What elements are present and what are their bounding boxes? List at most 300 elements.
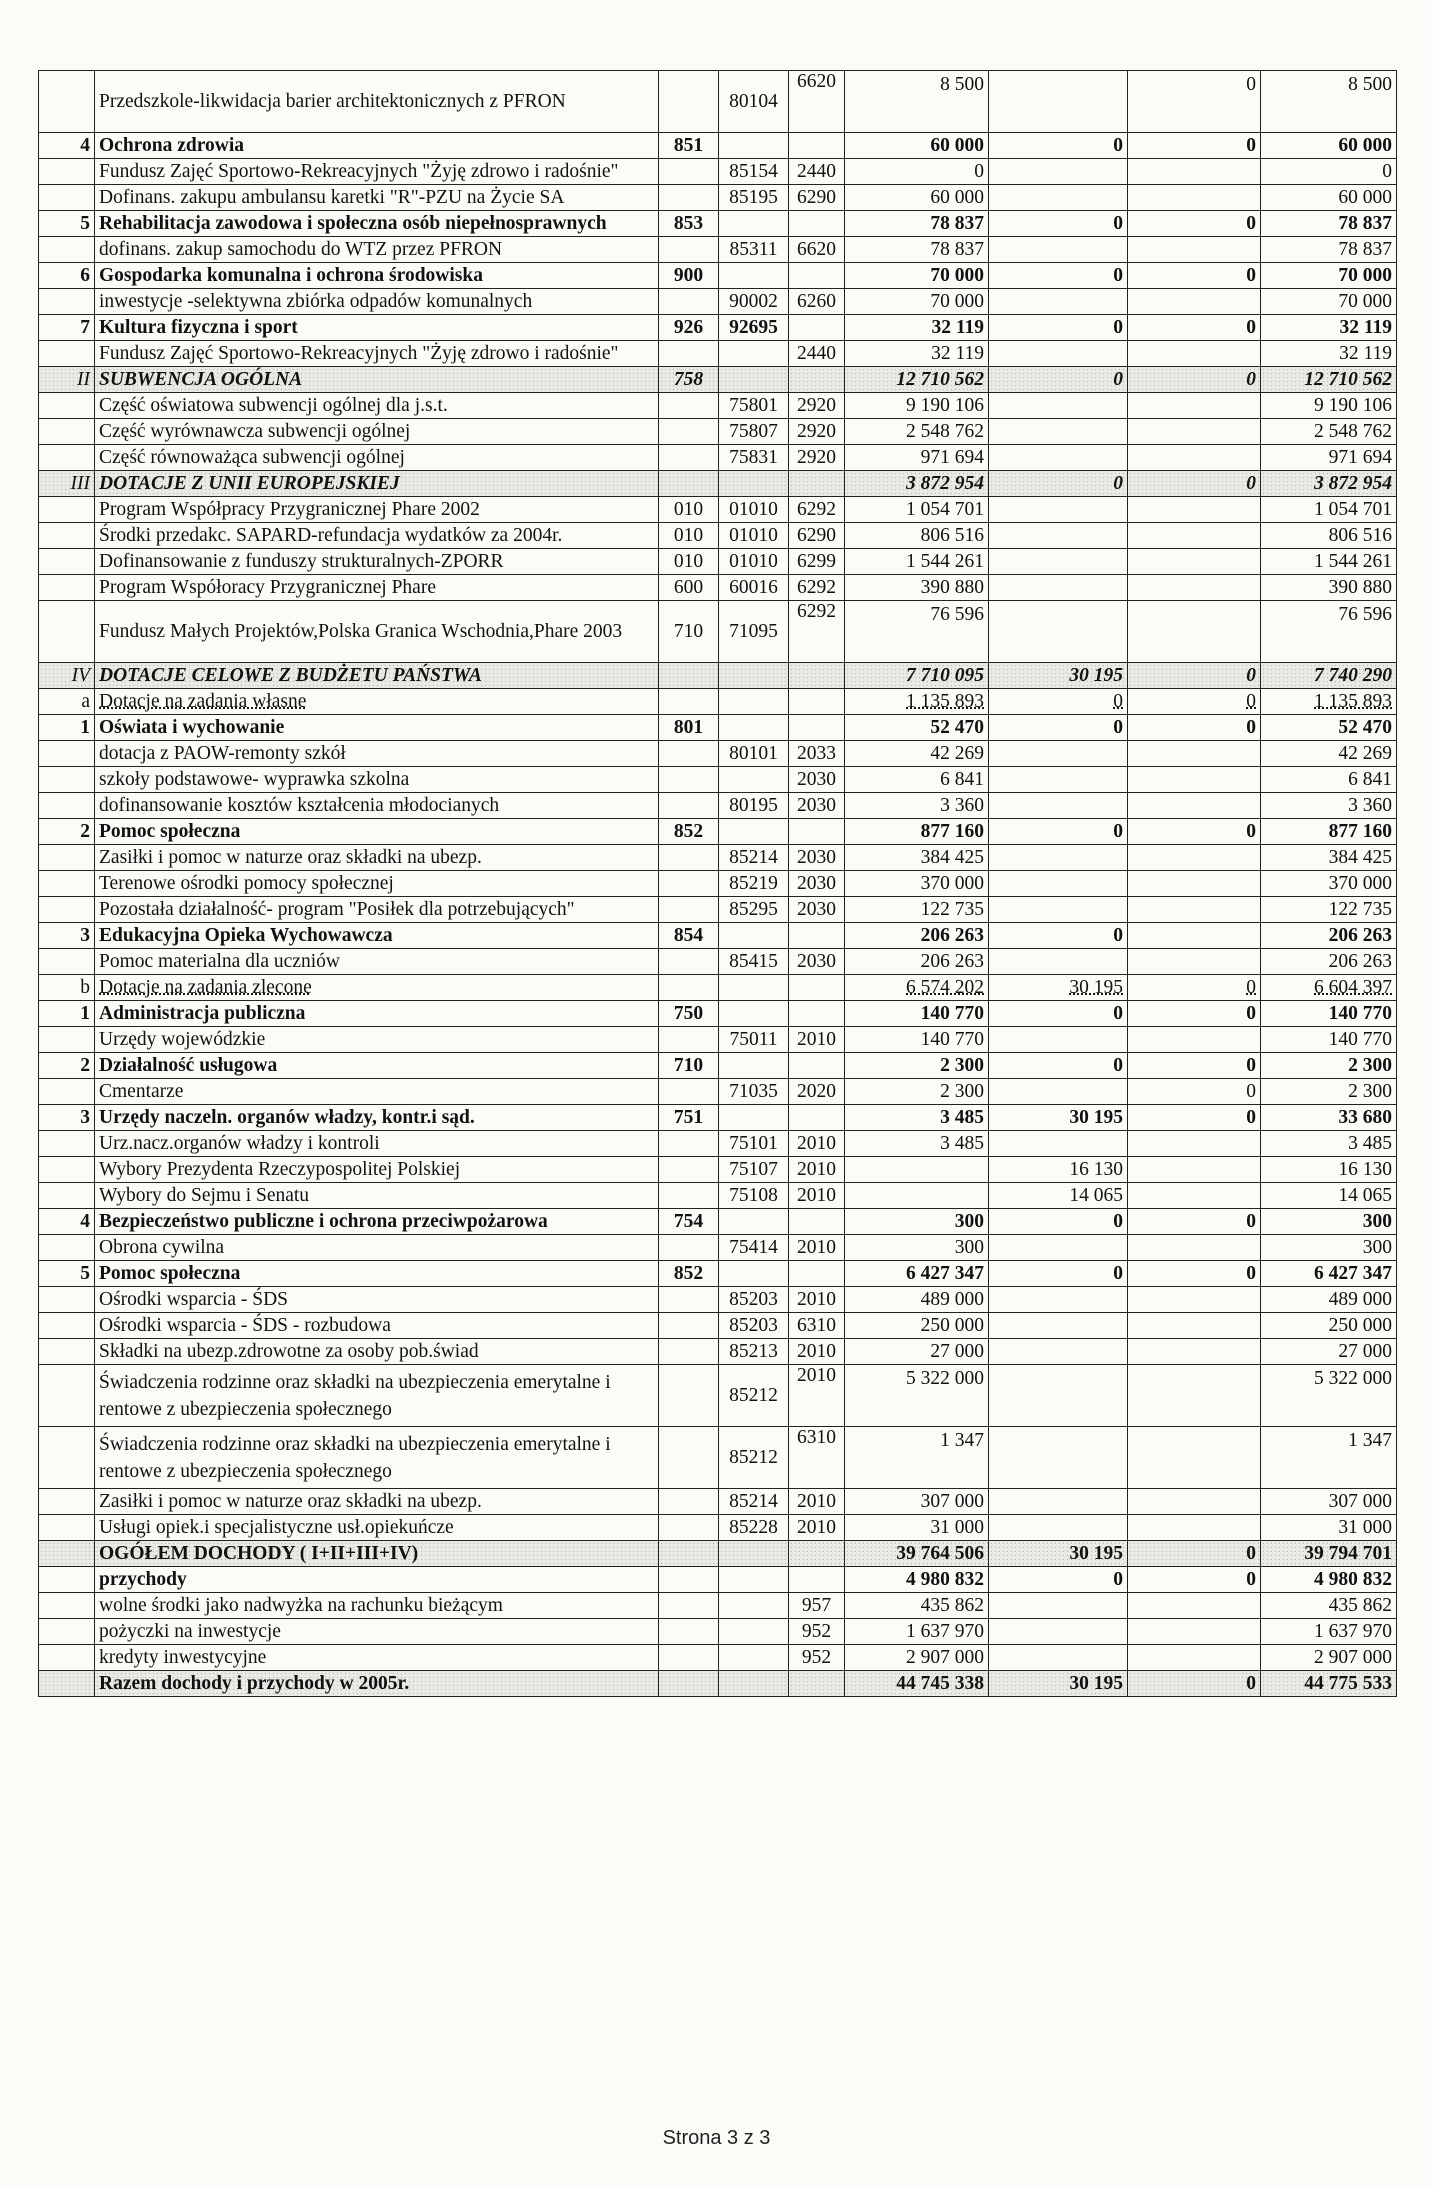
table-row xyxy=(39,1287,1397,1313)
amount-change-increase: 0 xyxy=(989,471,1128,497)
table-row xyxy=(39,211,1397,237)
amount-change-decrease: 0 xyxy=(1128,1053,1261,1079)
paragraph-code xyxy=(789,1105,845,1131)
table-row xyxy=(39,897,1397,923)
item-name: Pozostała działalność- program "Posiłek dla potrzebujących" xyxy=(95,897,659,923)
amount-change-increase: 0 xyxy=(989,1261,1128,1287)
row-number: b xyxy=(39,975,95,1001)
amount-change-increase: 0 xyxy=(989,689,1128,715)
item-name: Fundusz Zajęć Sportowo-Rekreacyjnych "Żyję zdrowo i radośnie" xyxy=(95,341,659,367)
amount-after-change: 0 xyxy=(1261,159,1397,185)
chapter-code: 01010 xyxy=(719,497,789,523)
table-row xyxy=(39,1235,1397,1261)
amount-change-decrease xyxy=(1128,949,1261,975)
amount-change-decrease xyxy=(1128,1645,1261,1671)
amount-plan: 390 880 xyxy=(845,575,989,601)
amount-after-change: 6 427 347 xyxy=(1261,1261,1397,1287)
section-code xyxy=(659,741,719,767)
table-row xyxy=(39,497,1397,523)
budget-income-table xyxy=(38,70,1397,1697)
amount-after-change: 206 263 xyxy=(1261,923,1397,949)
amount-after-change: 300 xyxy=(1261,1235,1397,1261)
section-code: 758 xyxy=(659,367,719,393)
section-code: 010 xyxy=(659,497,719,523)
row-number xyxy=(39,897,95,923)
table-row xyxy=(39,1209,1397,1235)
section-code: 710 xyxy=(659,601,719,663)
chapter-code xyxy=(719,133,789,159)
chapter-code: 85219 xyxy=(719,871,789,897)
row-number xyxy=(39,793,95,819)
item-name: pożyczki na inwestycje xyxy=(95,1619,659,1645)
table-row xyxy=(39,471,1397,497)
amount-after-change: 60 000 xyxy=(1261,133,1397,159)
amount-change-decrease xyxy=(1128,767,1261,793)
item-name: Dofinans. zakupu ambulansu karetki "R"-PZU na Życie SA xyxy=(95,185,659,211)
section-code: 710 xyxy=(659,1053,719,1079)
amount-change-decrease xyxy=(1128,185,1261,211)
amount-change-decrease: 0 xyxy=(1128,1261,1261,1287)
amount-after-change: 250 000 xyxy=(1261,1313,1397,1339)
row-number xyxy=(39,1079,95,1105)
paragraph-code: 2010 xyxy=(789,1287,845,1313)
amount-plan: 8 500 xyxy=(845,71,989,133)
table-row xyxy=(39,445,1397,471)
amount-plan: 140 770 xyxy=(845,1001,989,1027)
section-code xyxy=(659,767,719,793)
table-row xyxy=(39,793,1397,819)
section-code xyxy=(659,1027,719,1053)
amount-plan xyxy=(845,1183,989,1209)
item-name: Bezpieczeństwo publiczne i ochrona przeciwpożarowa xyxy=(95,1209,659,1235)
amount-plan: 76 596 xyxy=(845,601,989,663)
row-number xyxy=(39,1541,95,1567)
section-code xyxy=(659,1287,719,1313)
section-code xyxy=(659,1427,719,1489)
amount-change-decrease: 0 xyxy=(1128,1671,1261,1697)
amount-plan: 806 516 xyxy=(845,523,989,549)
paragraph-code: 6290 xyxy=(789,185,845,211)
table-row xyxy=(39,1671,1397,1697)
paragraph-code: 2010 xyxy=(789,1131,845,1157)
section-code: 926 xyxy=(659,315,719,341)
amount-change-decrease xyxy=(1128,1365,1261,1427)
amount-after-change: 390 880 xyxy=(1261,575,1397,601)
chapter-code: 80195 xyxy=(719,793,789,819)
table-row xyxy=(39,419,1397,445)
paragraph-code: 2920 xyxy=(789,393,845,419)
amount-change-increase xyxy=(989,237,1128,263)
item-name: kredyty inwestycyjne xyxy=(95,1645,659,1671)
section-code xyxy=(659,949,719,975)
paragraph-code xyxy=(789,1567,845,1593)
paragraph-code: 2920 xyxy=(789,445,845,471)
amount-change-decrease xyxy=(1128,289,1261,315)
chapter-code: 75831 xyxy=(719,445,789,471)
chapter-code xyxy=(719,1261,789,1287)
row-number: 2 xyxy=(39,819,95,845)
amount-after-change: 307 000 xyxy=(1261,1489,1397,1515)
table-row xyxy=(39,1427,1397,1489)
amount-plan: 140 770 xyxy=(845,1027,989,1053)
table-row xyxy=(39,601,1397,663)
amount-plan: 44 745 338 xyxy=(845,1671,989,1697)
amount-plan: 971 694 xyxy=(845,445,989,471)
section-code xyxy=(659,1365,719,1427)
item-name: Urzędy wojewódzkie xyxy=(95,1027,659,1053)
table-row xyxy=(39,1313,1397,1339)
section-code xyxy=(659,1235,719,1261)
paragraph-code xyxy=(789,211,845,237)
amount-change-increase xyxy=(989,159,1128,185)
table-row xyxy=(39,1183,1397,1209)
table-row xyxy=(39,923,1397,949)
table-row xyxy=(39,845,1397,871)
amount-change-decrease: 0 xyxy=(1128,315,1261,341)
amount-change-increase xyxy=(989,1427,1128,1489)
amount-change-increase xyxy=(989,419,1128,445)
paragraph-code: 6310 xyxy=(789,1427,845,1489)
amount-change-increase xyxy=(989,1313,1128,1339)
chapter-code: 85295 xyxy=(719,897,789,923)
amount-change-decrease xyxy=(1128,793,1261,819)
row-number: 5 xyxy=(39,1261,95,1287)
item-name: Pomoc społeczna xyxy=(95,1261,659,1287)
amount-change-decrease xyxy=(1128,871,1261,897)
amount-after-change: 3 872 954 xyxy=(1261,471,1397,497)
paragraph-code: 2030 xyxy=(789,897,845,923)
row-number xyxy=(39,185,95,211)
section-code xyxy=(659,871,719,897)
amount-after-change: 1 544 261 xyxy=(1261,549,1397,575)
amount-change-decrease xyxy=(1128,341,1261,367)
amount-after-change: 2 300 xyxy=(1261,1079,1397,1105)
section-code xyxy=(659,445,719,471)
row-number xyxy=(39,1567,95,1593)
amount-change-increase xyxy=(989,1079,1128,1105)
amount-after-change: 300 xyxy=(1261,1209,1397,1235)
chapter-code: 71035 xyxy=(719,1079,789,1105)
amount-plan: 39 764 506 xyxy=(845,1541,989,1567)
chapter-code xyxy=(719,1671,789,1697)
chapter-code xyxy=(719,341,789,367)
row-number: III xyxy=(39,471,95,497)
amount-change-increase xyxy=(989,1131,1128,1157)
amount-change-increase: 14 065 xyxy=(989,1183,1128,1209)
row-number: 4 xyxy=(39,1209,95,1235)
amount-plan: 6 841 xyxy=(845,767,989,793)
paragraph-code: 2033 xyxy=(789,741,845,767)
row-number xyxy=(39,289,95,315)
amount-change-increase: 0 xyxy=(989,367,1128,393)
table-row xyxy=(39,159,1397,185)
amount-change-increase xyxy=(989,1287,1128,1313)
item-name: Pomoc materialna dla uczniów xyxy=(95,949,659,975)
amount-plan: 2 907 000 xyxy=(845,1645,989,1671)
amount-change-increase xyxy=(989,289,1128,315)
table-row xyxy=(39,663,1397,689)
amount-change-decrease xyxy=(1128,575,1261,601)
paragraph-code: 2020 xyxy=(789,1079,845,1105)
amount-change-decrease xyxy=(1128,897,1261,923)
paragraph-code: 952 xyxy=(789,1619,845,1645)
paragraph-code: 957 xyxy=(789,1593,845,1619)
paragraph-code xyxy=(789,1261,845,1287)
item-name: Oświata i wychowanie xyxy=(95,715,659,741)
row-number xyxy=(39,1515,95,1541)
section-code xyxy=(659,1593,719,1619)
paragraph-code xyxy=(789,975,845,1001)
amount-plan: 1 544 261 xyxy=(845,549,989,575)
amount-plan: 42 269 xyxy=(845,741,989,767)
item-name: przychody xyxy=(95,1567,659,1593)
row-number xyxy=(39,1671,95,1697)
amount-plan: 1 347 xyxy=(845,1427,989,1489)
amount-after-change: 70 000 xyxy=(1261,263,1397,289)
paragraph-code: 952 xyxy=(789,1645,845,1671)
row-number: 3 xyxy=(39,923,95,949)
table-row xyxy=(39,237,1397,263)
paragraph-code: 2030 xyxy=(789,845,845,871)
section-code: 854 xyxy=(659,923,719,949)
row-number xyxy=(39,1489,95,1515)
amount-change-increase: 0 xyxy=(989,1001,1128,1027)
amount-change-increase: 0 xyxy=(989,1209,1128,1235)
amount-change-decrease xyxy=(1128,497,1261,523)
item-name: Dofinansowanie z funduszy strukturalnych-ZPORR xyxy=(95,549,659,575)
amount-after-change: 206 263 xyxy=(1261,949,1397,975)
amount-change-decrease: 0 xyxy=(1128,471,1261,497)
chapter-code: 85203 xyxy=(719,1287,789,1313)
amount-after-change: 1 347 xyxy=(1261,1427,1397,1489)
item-name: Świadczenia rodzinne oraz składki na ubezpieczenia emerytalne i rentowe z ubezpieczenia społecznego xyxy=(95,1365,659,1427)
table-row xyxy=(39,575,1397,601)
table-row xyxy=(39,1515,1397,1541)
item-name: Część wyrównawcza subwencji ogólnej xyxy=(95,419,659,445)
table-row xyxy=(39,185,1397,211)
table-row xyxy=(39,263,1397,289)
row-number xyxy=(39,1131,95,1157)
row-number xyxy=(39,1157,95,1183)
table-row xyxy=(39,1079,1397,1105)
section-code xyxy=(659,689,719,715)
section-code: 851 xyxy=(659,133,719,159)
table-row xyxy=(39,1593,1397,1619)
amount-after-change: 4 980 832 xyxy=(1261,1567,1397,1593)
chapter-code xyxy=(719,1053,789,1079)
amount-change-increase xyxy=(989,1235,1128,1261)
row-number xyxy=(39,1313,95,1339)
paragraph-code xyxy=(789,133,845,159)
table-row xyxy=(39,1261,1397,1287)
amount-change-decrease xyxy=(1128,741,1261,767)
paragraph-code xyxy=(789,471,845,497)
chapter-code: 85214 xyxy=(719,845,789,871)
page-number: Strona 3 z 3 xyxy=(662,2127,771,2149)
amount-after-change: 3 485 xyxy=(1261,1131,1397,1157)
table-row xyxy=(39,1541,1397,1567)
table-row xyxy=(39,689,1397,715)
amount-change-decrease: 0 xyxy=(1128,71,1261,133)
row-number: 6 xyxy=(39,263,95,289)
section-code: 750 xyxy=(659,1001,719,1027)
amount-after-change: 384 425 xyxy=(1261,845,1397,871)
section-code xyxy=(659,1567,719,1593)
amount-after-change: 12 710 562 xyxy=(1261,367,1397,393)
amount-after-change: 1 054 701 xyxy=(1261,497,1397,523)
amount-after-change: 32 119 xyxy=(1261,341,1397,367)
chapter-code: 01010 xyxy=(719,523,789,549)
amount-after-change: 8 500 xyxy=(1261,71,1397,133)
amount-after-change: 33 680 xyxy=(1261,1105,1397,1131)
row-number xyxy=(39,1235,95,1261)
item-name: Część równoważąca subwencji ogólnej xyxy=(95,445,659,471)
row-number xyxy=(39,1183,95,1209)
item-name: Ośrodki wsparcia - ŚDS - rozbudowa xyxy=(95,1313,659,1339)
paragraph-code: 2030 xyxy=(789,949,845,975)
amount-change-decrease xyxy=(1128,1515,1261,1541)
item-name: DOTACJE CELOWE Z BUDŻETU PAŃSTWA xyxy=(95,663,659,689)
amount-change-increase xyxy=(989,793,1128,819)
chapter-code xyxy=(719,1541,789,1567)
paragraph-code: 2010 xyxy=(789,1339,845,1365)
amount-plan: 2 300 xyxy=(845,1079,989,1105)
amount-after-change: 140 770 xyxy=(1261,1001,1397,1027)
amount-plan: 4 980 832 xyxy=(845,1567,989,1593)
paragraph-code: 6299 xyxy=(789,549,845,575)
row-number xyxy=(39,159,95,185)
item-name: Część oświatowa subwencji ogólnej dla j.s.t. xyxy=(95,393,659,419)
amount-plan: 300 xyxy=(845,1209,989,1235)
amount-change-decrease xyxy=(1128,1235,1261,1261)
paragraph-code: 6620 xyxy=(789,71,845,133)
table-row xyxy=(39,315,1397,341)
section-code xyxy=(659,1515,719,1541)
amount-change-decrease: 0 xyxy=(1128,689,1261,715)
row-number xyxy=(39,871,95,897)
table-row xyxy=(39,819,1397,845)
amount-change-decrease: 0 xyxy=(1128,211,1261,237)
amount-plan: 206 263 xyxy=(845,923,989,949)
chapter-code xyxy=(719,1001,789,1027)
paragraph-code: 6310 xyxy=(789,1313,845,1339)
amount-plan: 9 190 106 xyxy=(845,393,989,419)
item-name: Dotacje na zadania własne xyxy=(95,689,659,715)
chapter-code: 01010 xyxy=(719,549,789,575)
chapter-code: 71095 xyxy=(719,601,789,663)
amount-change-decrease xyxy=(1128,1287,1261,1313)
paragraph-code: 2010 xyxy=(789,1365,845,1427)
row-number xyxy=(39,497,95,523)
item-name: OGÓŁEM DOCHODY ( I+II+III+IV) xyxy=(95,1541,659,1567)
section-code xyxy=(659,289,719,315)
amount-after-change: 76 596 xyxy=(1261,601,1397,663)
paragraph-code: 2010 xyxy=(789,1235,845,1261)
amount-change-decrease: 0 xyxy=(1128,1079,1261,1105)
table-row xyxy=(39,133,1397,159)
section-code: 010 xyxy=(659,549,719,575)
amount-change-increase xyxy=(989,71,1128,133)
section-code xyxy=(659,159,719,185)
amount-plan: 32 119 xyxy=(845,315,989,341)
row-number xyxy=(39,419,95,445)
amount-change-increase xyxy=(989,445,1128,471)
row-number xyxy=(39,1427,95,1489)
amount-change-decrease xyxy=(1128,923,1261,949)
paragraph-code xyxy=(789,819,845,845)
paragraph-code: 2030 xyxy=(789,767,845,793)
item-name: Zasiłki i pomoc w naturze oraz składki na ubezp. xyxy=(95,1489,659,1515)
row-number xyxy=(39,741,95,767)
item-name: dofinans. zakup samochodu do WTZ przez PFRON xyxy=(95,237,659,263)
amount-change-increase xyxy=(989,897,1128,923)
amount-after-change: 2 300 xyxy=(1261,1053,1397,1079)
amount-change-increase: 30 195 xyxy=(989,1671,1128,1697)
amount-change-increase: 30 195 xyxy=(989,975,1128,1001)
chapter-code: 80104 xyxy=(719,71,789,133)
row-number xyxy=(39,1027,95,1053)
item-name: Fundusz Małych Projektów,Polska Granica Wschodnia,Phare 2003 xyxy=(95,601,659,663)
amount-change-decrease xyxy=(1128,445,1261,471)
chapter-code xyxy=(719,263,789,289)
chapter-code xyxy=(719,715,789,741)
amount-after-change: 78 837 xyxy=(1261,211,1397,237)
section-code xyxy=(659,663,719,689)
item-name: Środki przedakc. SAPARD-refundacja wydatków za 2004r. xyxy=(95,523,659,549)
amount-change-decrease: 0 xyxy=(1128,715,1261,741)
item-name: Urzędy naczeln. organów władzy, kontr.i sąd. xyxy=(95,1105,659,1131)
amount-change-increase: 30 195 xyxy=(989,1105,1128,1131)
amount-change-increase xyxy=(989,1027,1128,1053)
chapter-code xyxy=(719,1567,789,1593)
chapter-code xyxy=(719,1645,789,1671)
amount-change-increase xyxy=(989,1339,1128,1365)
amount-change-increase xyxy=(989,497,1128,523)
row-number xyxy=(39,237,95,263)
paragraph-code xyxy=(789,715,845,741)
chapter-code: 85154 xyxy=(719,159,789,185)
chapter-code: 80101 xyxy=(719,741,789,767)
row-number xyxy=(39,523,95,549)
amount-change-increase: 30 195 xyxy=(989,663,1128,689)
amount-plan: 52 470 xyxy=(845,715,989,741)
item-name: Cmentarze xyxy=(95,1079,659,1105)
row-number xyxy=(39,71,95,133)
amount-change-decrease: 0 xyxy=(1128,133,1261,159)
amount-plan: 31 000 xyxy=(845,1515,989,1541)
amount-change-increase xyxy=(989,949,1128,975)
amount-change-decrease xyxy=(1128,1027,1261,1053)
section-code xyxy=(659,975,719,1001)
table-row xyxy=(39,1339,1397,1365)
item-name: Składki na ubezp.zdrowotne za osoby pob.świad xyxy=(95,1339,659,1365)
amount-change-decrease: 0 xyxy=(1128,1105,1261,1131)
amount-change-increase: 0 xyxy=(989,133,1128,159)
amount-change-decrease: 0 xyxy=(1128,263,1261,289)
chapter-code xyxy=(719,923,789,949)
row-number: a xyxy=(39,689,95,715)
chapter-code: 75101 xyxy=(719,1131,789,1157)
amount-change-increase: 0 xyxy=(989,819,1128,845)
table-row xyxy=(39,1489,1397,1515)
item-name: SUBWENCJA OGÓLNA xyxy=(95,367,659,393)
chapter-code: 85415 xyxy=(719,949,789,975)
item-name: Fundusz Zajęć Sportowo-Rekreacyjnych "Żyję zdrowo i radośnie" xyxy=(95,159,659,185)
amount-after-change: 2 548 762 xyxy=(1261,419,1397,445)
amount-plan: 122 735 xyxy=(845,897,989,923)
chapter-code: 85195 xyxy=(719,185,789,211)
amount-change-increase xyxy=(989,1365,1128,1427)
